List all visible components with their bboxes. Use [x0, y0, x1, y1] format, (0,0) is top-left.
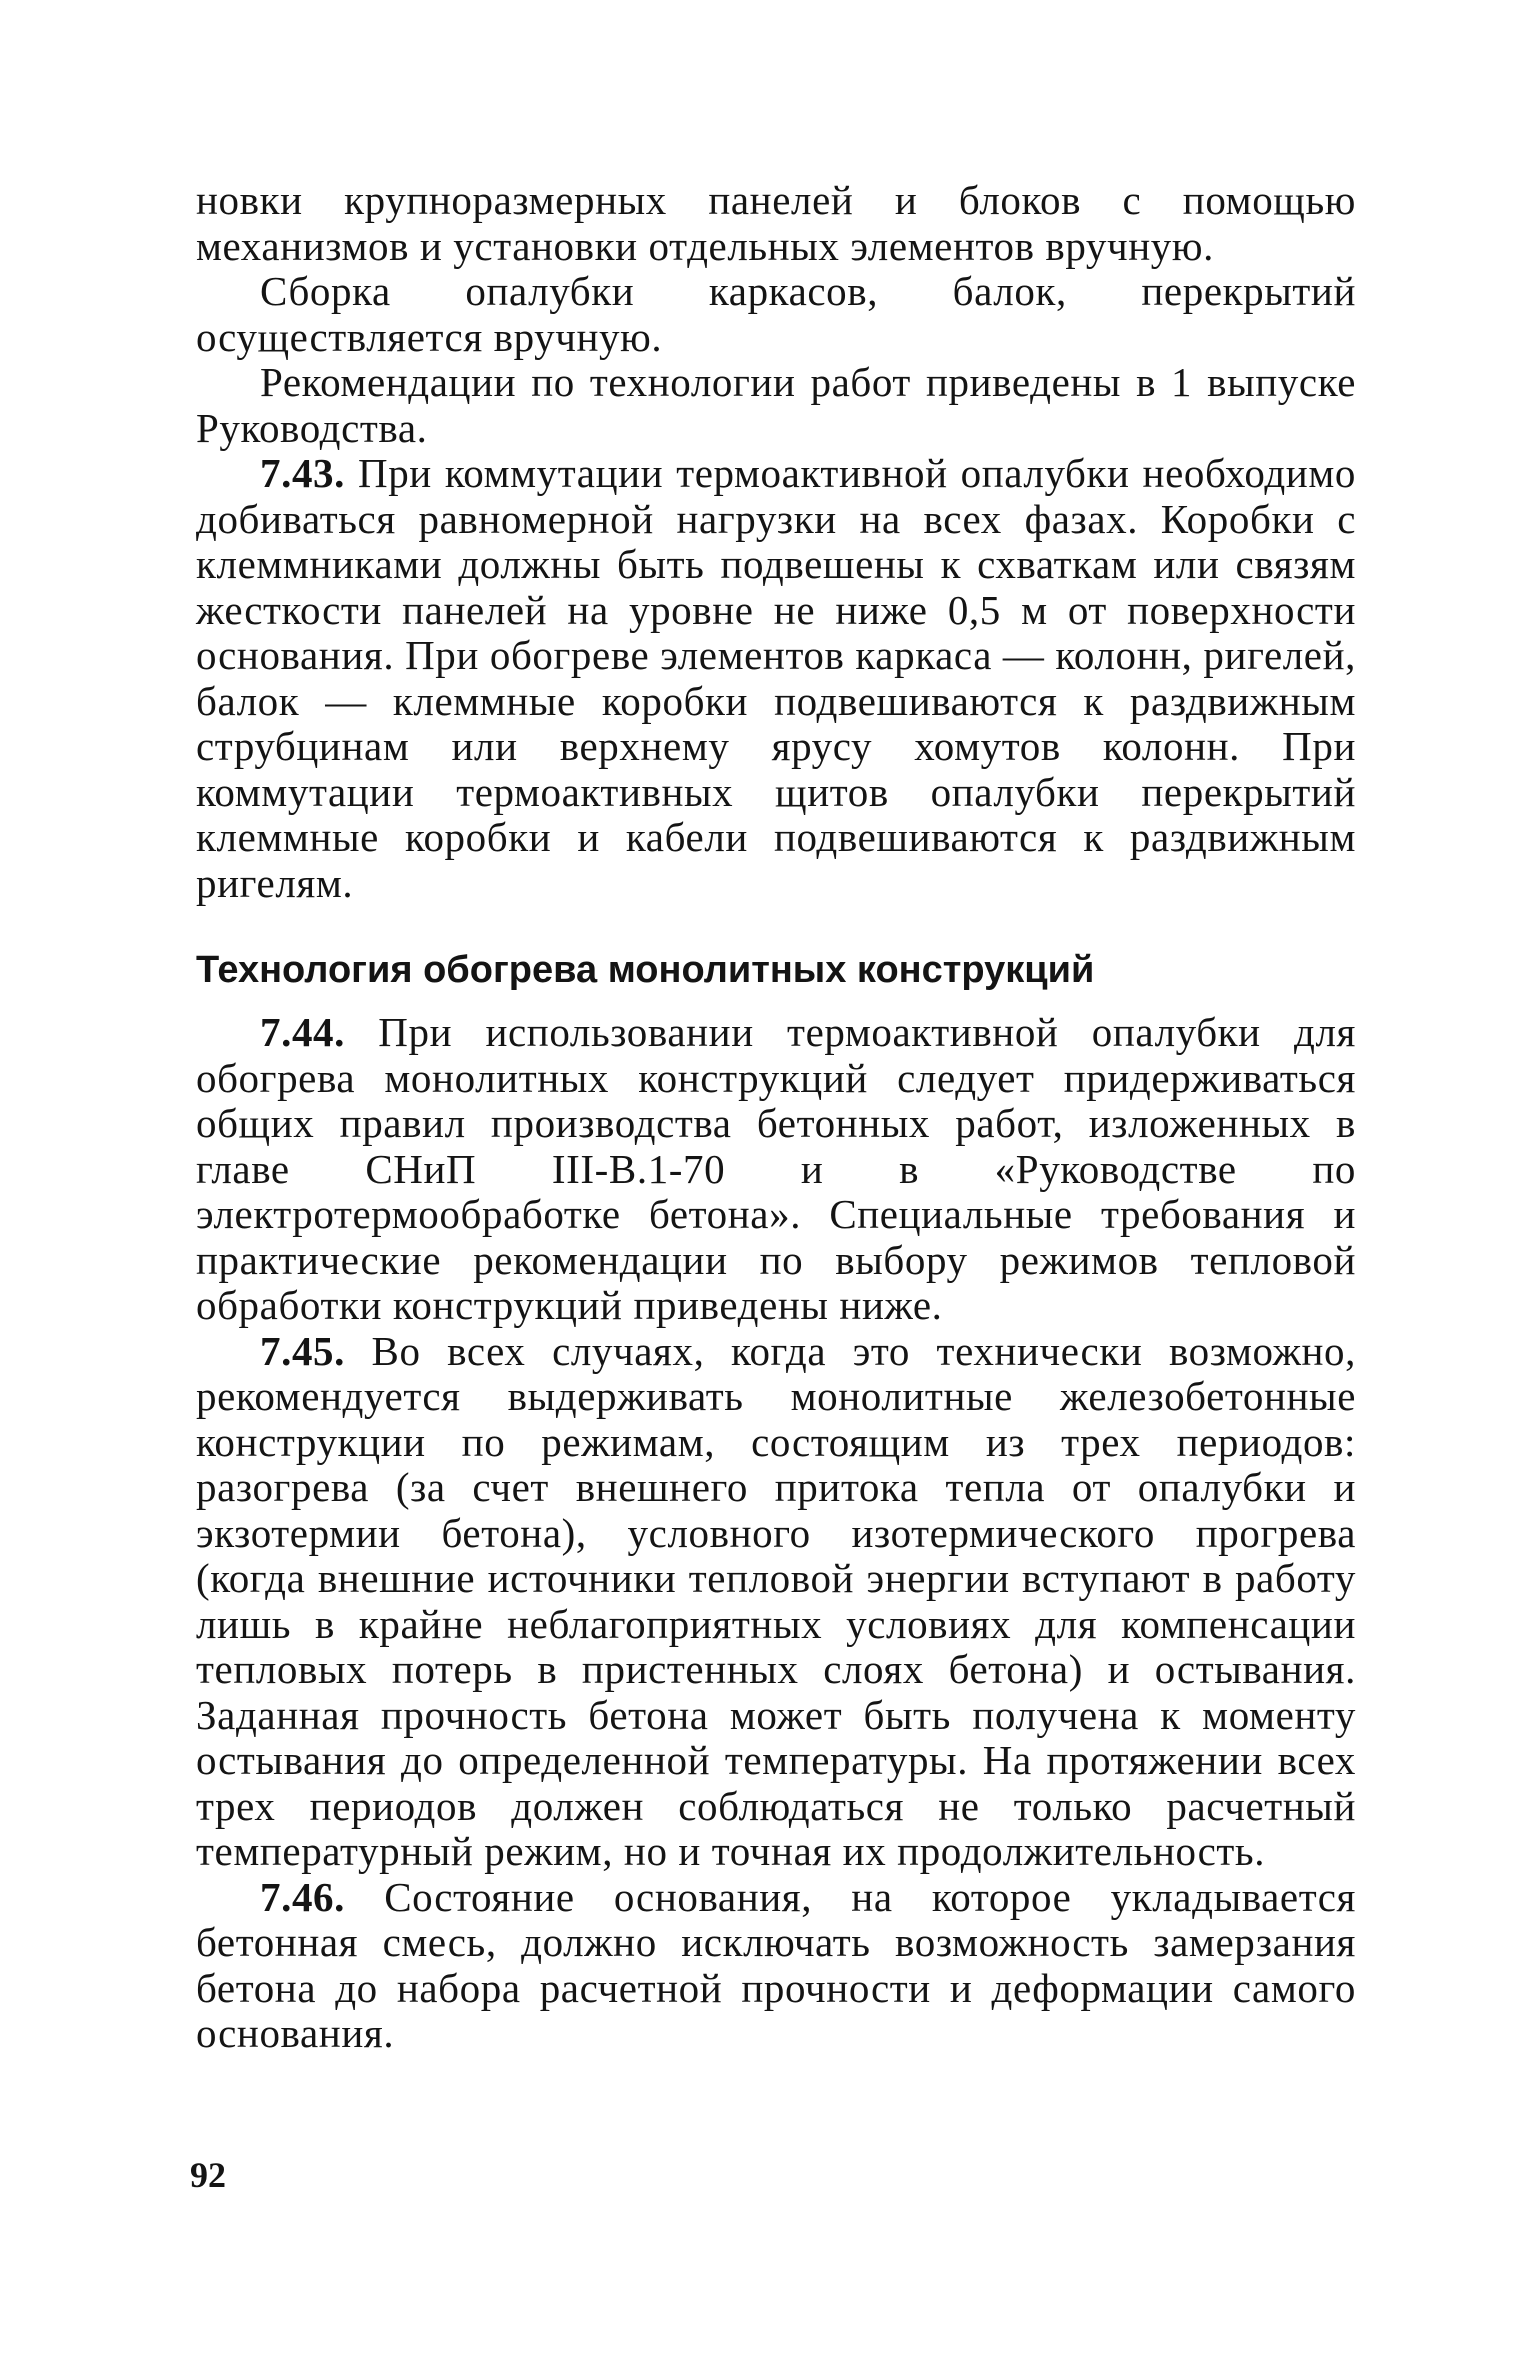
paragraph-formwork-assembly — [196, 269, 1356, 360]
paragraph-text: Во всех случаях, когда это технически возможно, рекомендуется выдерживать монолитные железобетонные конструкции по режимам, состоящим из трех периодов: разогрева (за счет внешнего притока тепла от опалубки и экзотермии бетона), условного изотермического прогрева (когда внешние источники тепловой энергии вступают в работу лишь в крайне неблагоприятных условиях для компенсации тепловых потерь в пристенных слоях бетона) и остывания. Заданная прочность бетона может быть получена к моменту остывания до определенной температуры. На протяжении всех трех периодов должен соблюдаться не только расчетный температурный режим, но и точная их продолжительность. — [196, 1327, 1356, 1874]
section-heading: Технология обогрева монолитных конструкций — [196, 949, 1095, 991]
paragraph-recommendations — [196, 360, 1356, 451]
paragraph-text: Сборка опалубки каркасов, балок, перекрытий осуществляется вручную. — [196, 268, 1356, 360]
clause-number: 7.46. — [260, 1873, 345, 1920]
paragraph-text: Рекомендации по технологии работ приведены в 1 выпуске Руководства. — [196, 359, 1356, 451]
paragraph-7-43 — [196, 451, 1356, 906]
clause-number: 7.43. — [260, 450, 345, 496]
paragraph-7-45 — [196, 1329, 1356, 1875]
paragraph-7-46 — [196, 1875, 1356, 2057]
body-text — [196, 178, 1356, 2057]
paragraph-7-44 — [196, 1010, 1356, 1329]
clause-number: 7.44. — [260, 1009, 345, 1055]
paragraph-text: При коммутации термоактивной опалубки необходимо добиваться равномерной нагрузки на всех фазах. Коробки с клеммниками должны быть подвешены к схваткам или связям жесткости панелей на уровне не ниже 0,5 м от поверхности основания. При обогреве элементов каркаса — колонн, ригелей, балок — клеммные коробки подвешиваются к раздвижным струбцинам или верхнему ярусу хомутов колонн. При коммутации термоактивных щитов опалубки перекрытий клеммные коробки и кабели подвешиваются к раздвижным ригелям. — [196, 450, 1356, 906]
clause-number: 7.45. — [260, 1327, 345, 1374]
paragraph-text: При использовании термоактивной опалубки для обогрева монолитных конструкций следует придерживаться общих правил производства бетонных работ, изложенных в главе СНиП III-В.1-70 и в «Руководстве по электротермообработке бетона». Специальные требования и практические рекомендации по выбору режимов тепловой обработки конструкций приведены ниже. — [196, 1009, 1356, 1328]
page-number: 92 — [190, 2155, 226, 2195]
paragraph-text: Состояние основания, на которое укладывается бетонная смесь, должно исключать возможность замерзания бетона до набора расчетной прочности и деформации самого основания. — [196, 1873, 1356, 2056]
paragraph-continuation — [196, 178, 1356, 269]
paragraph-text: новки крупноразмерных панелей и блоков с помощью механизмов и установки отдельных элементов вручную. — [196, 177, 1356, 269]
